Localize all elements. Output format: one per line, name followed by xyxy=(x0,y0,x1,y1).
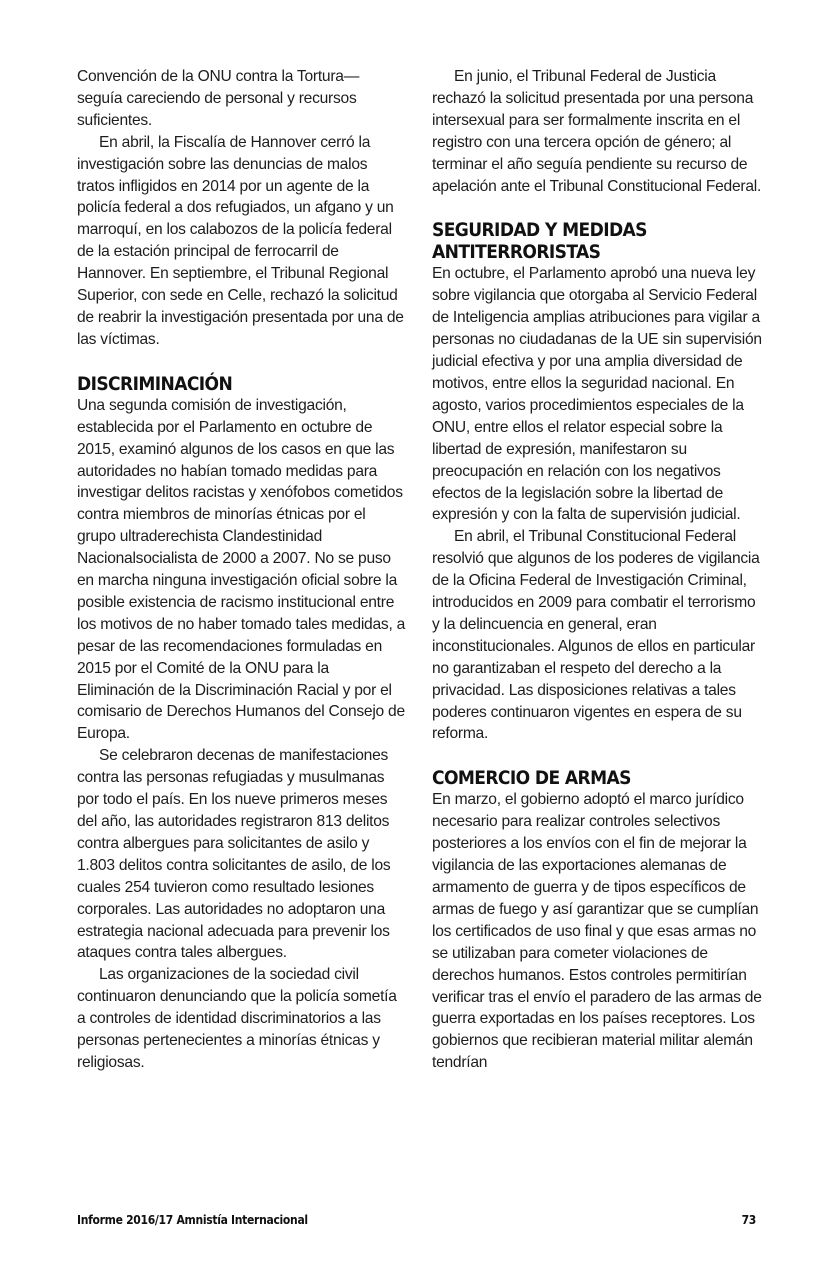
paragraph: En marzo, el gobierno adoptó el marco jurídico necesario para realizar controles selectivos posteriores a los envíos con el fin de mejorar la vigilancia de las exportaciones alemanas de armamento de guerra y de tipos específicos de armas de fuego y así garantizar que se cumplían los certificados de uso final y que esas armas no se utilizaban para cometer violaciones de derechos humanos. Estos controles permitirían verificar tras el envío el paradero de las armas de guerra exportadas en los países receptores. Los gobiernos que recibieran material militar alemán tendrían xyxy=(432,791,762,1072)
page-footer xyxy=(77,1213,756,1227)
paragraph: En abril, la Fiscalía de Hannover cerró la investigación sobre las denuncias de malos tratos infligidos en 2014 por un agente de la policía federal a dos refugiados, un afgano y un marroquí, en los calabozos de la policía federal de la estación principal de ferrocarril de Hannover. En septiembre, el Tribunal Regional Superior, con sede en Celle, rechazó la solicitud de reabrir la investigación presentada por una de las víctimas. xyxy=(77,133,404,348)
section-heading-discrimination: DISCRIMINACIÓN xyxy=(77,372,233,395)
paragraph: Se celebraron decenas de manifestaciones contra las personas refugiadas y musulmanas por todo el país. En los nueve primeros meses del año, las autoridades registraron 813 delitos contra albergues para solicitantes de asilo y 1.803 delitos contra solicitantes de asilo, de los cuales 254 tuvieron como resultado lesiones corporales. Las autoridades no adoptaron una estrategia nacional adecuada para prevenir los ataques contra tales albergues. xyxy=(77,747,391,962)
paragraph: Las organizaciones de la sociedad civil continuaron denunciando que la policía sometía a controles de identidad discriminatorios a las personas pertenecientes a minorías étnicas y religiosas. xyxy=(77,966,397,1071)
right-column xyxy=(432,66,762,1074)
section-heading-security: SEGURIDAD Y MEDIDAS ANTITERRORISTAS xyxy=(432,219,647,264)
left-column xyxy=(77,66,407,1074)
publication-title: Informe 2016/17 Amnistía Internacional xyxy=(77,1213,308,1227)
paragraph: En octubre, el Parlamento aprobó una nueva ley sobre vigilancia que otorgaba al Servicio Federal de Inteligencia amplias atribuciones para vigilar a personas no ciudadanas de la UE sin supervisión judicial efectiva y por una amplia diversidad de motivos, entre ellos la seguridad nacional. En agosto, varios procedimientos especiales de la ONU, entre ellos el relator especial sobre la libertad de expresión, manifestaron su preocupación en relación con los negativos efectos de la legislación sobre la libertad de expresión y con la falta de supervisión judicial. xyxy=(432,265,762,524)
paragraph: En junio, el Tribunal Federal de Justicia rechazó la solicitud presentada por una persona intersexual para ser formalmente inscrita en el registro con una tercera opción de género; al terminar el año seguía pendiente su recurso de apelación ante el Tribunal Constitucional Federal. xyxy=(432,68,762,195)
paragraph: En abril, el Tribunal Constitucional Federal resolvió que algunos de los poderes de vigilancia de la Oficina Federal de Investigación Criminal, introducidos en 2009 para combatir el terrorismo y la delincuencia en general, eran inconstitucionales. Algunos de ellos en particular no garantizaban el respeto del derecho a la privacidad. Las disposiciones relativas a tales poderes continuaron vigentes en espera de su reforma. xyxy=(432,528,760,743)
paragraph: Convención de la ONU contra la Tortura— seguía careciendo de personal y recursos suficientes. xyxy=(77,68,360,129)
section-heading-arms-trade: COMERCIO DE ARMAS xyxy=(432,767,631,790)
page-number: 73 xyxy=(741,1213,756,1227)
paragraph: Una segunda comisión de investigación, establecida por el Parlamento en octubre de 2015, examinó algunos de los casos en que las autoridades no habían tomado medidas para investigar delitos racistas y xenófobos cometidos contra miembros de minorías étnicas por el grupo ultraderechista Clandestinidad Nacionalsocialista de 2000 a 2007. No se puso en marcha ninguna investigación oficial sobre la posible existencia de racismo institucional entre los motivos de no haber tomado tales medidas, a pesar de las recomendaciones formuladas en 2015 por el Comité de la ONU para la Eliminación de la Discriminación Racial y por el comisario de Derechos Humanos del Consejo de Europa. xyxy=(77,396,406,743)
